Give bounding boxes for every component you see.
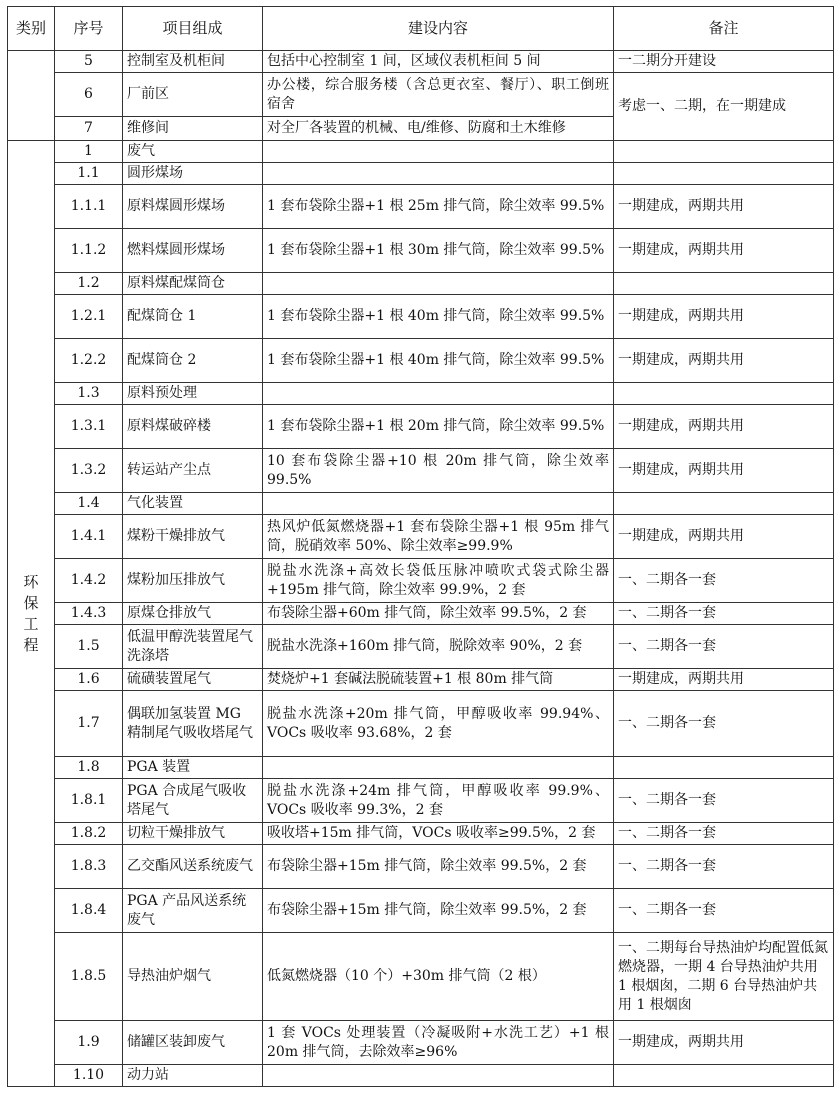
- header-no: 序号: [55, 7, 123, 51]
- table-row: [8, 295, 834, 339]
- row-no: 1.10: [55, 1065, 123, 1087]
- row-no: 1: [55, 141, 123, 163]
- row-content: 1 套布袋除尘器+1 根 30m 排气筒，除尘效率 99.5%: [263, 229, 614, 273]
- row-no: 1.3: [55, 383, 123, 405]
- row-item: 燃料煤圆形煤场: [123, 229, 263, 273]
- row-no: 1.4.1: [55, 515, 123, 559]
- construction-table: [7, 6, 834, 1087]
- row-note: [614, 163, 834, 185]
- row-item: 导热油炉烟气: [123, 933, 263, 1021]
- row-note: 一、二期各一套: [614, 625, 834, 669]
- row-item: 偶联加氢装置 MG 精制尾气吸收塔尾气: [123, 691, 263, 757]
- row-content: 吸收塔+15m 排气筒，VOCs 吸收率≥99.5%，2 套: [263, 823, 614, 845]
- row-content: 焚烧炉+1 套碱法脱硫装置+1 根 80m 排气筒: [263, 669, 614, 691]
- row-item: 动力站: [123, 1065, 263, 1087]
- row-note: 一期建成，两期共用: [614, 229, 834, 273]
- row-item: PGA 合成尾气吸收塔尾气: [123, 779, 263, 823]
- row-content: 1 套布袋除尘器+1 根 25m 排气筒，除尘效率 99.5%: [263, 185, 614, 229]
- row-note: 一、二期各一套: [614, 823, 834, 845]
- row-item: PGA 装置: [123, 757, 263, 779]
- row-no: 7: [55, 117, 123, 141]
- row-content: 1 套布袋除尘器+1 根 40m 排气筒，除尘效率 99.5%: [263, 295, 614, 339]
- row-content: [263, 1065, 614, 1087]
- row-no: 1.2.2: [55, 339, 123, 383]
- row-content: [263, 383, 614, 405]
- row-item: 切粒干燥排放气: [123, 823, 263, 845]
- row-item: 转运站产尘点: [123, 449, 263, 493]
- row-no: 1.3.1: [55, 405, 123, 449]
- row-no: 1.4.2: [55, 559, 123, 603]
- row-note: 一、二期各一套: [614, 779, 834, 823]
- table-row: [8, 603, 834, 625]
- row-note: 一、二期每台导热油炉均配置低氮燃烧器，一期 4 台导热油炉共用 1 根烟囱，二期 6 台导热油炉共用 1 根烟囱: [614, 933, 834, 1021]
- row-note: 一期建成，两期共用: [614, 295, 834, 339]
- table-row: [8, 933, 834, 1021]
- table-row: [8, 845, 834, 889]
- table-row: [8, 669, 834, 691]
- row-item: 原料预处理: [123, 383, 263, 405]
- row-item: 原料煤圆形煤场: [123, 185, 263, 229]
- row-note: [614, 273, 834, 295]
- table-row: [8, 163, 834, 185]
- header-category: 类别: [8, 7, 55, 51]
- table-row: [8, 1065, 834, 1087]
- row-note: 一期建成，两期共用: [614, 515, 834, 559]
- row-note: 一、二期各一套: [614, 559, 834, 603]
- row-note: [614, 1065, 834, 1087]
- row-note: 一期建成，两期共用: [614, 449, 834, 493]
- row-no: 1.8.3: [55, 845, 123, 889]
- table-row: [8, 779, 834, 823]
- row-note: [614, 383, 834, 405]
- table-row: [8, 141, 834, 163]
- row-content: 布袋除尘器+15m 排气筒，除尘效率 99.5%，2 套: [263, 845, 614, 889]
- row-note: 一期建成，两期共用: [614, 405, 834, 449]
- row-item: PGA 产品风送系统废气: [123, 889, 263, 933]
- row-no: 1.9: [55, 1021, 123, 1065]
- table-row: [8, 185, 834, 229]
- table-row: [8, 73, 834, 117]
- table-row: [8, 51, 834, 73]
- row-content: 脱盐水洗涤+24m 排气筒，甲醇吸收率 99.9%、VOCs 吸收率 99.3%，2 套: [263, 779, 614, 823]
- table-row: [8, 823, 834, 845]
- row-no: 1.3.2: [55, 449, 123, 493]
- env-section: [8, 141, 834, 1087]
- row-item: 原料煤破碎楼: [123, 405, 263, 449]
- row-content: 热风炉低氮燃烧器+1 套布袋除尘器+1 根 95m 排气筒，脱硝效率 50%、除尘效率≥99.9%: [263, 515, 614, 559]
- table-row: [8, 449, 834, 493]
- table-row: [8, 889, 834, 933]
- row-content: [263, 493, 614, 515]
- row-note: 一、二期各一套: [614, 603, 834, 625]
- row-content: 布袋除尘器+15m 排气筒，除尘效率 99.5%，2 套: [263, 889, 614, 933]
- header-item: 项目组成: [123, 7, 263, 51]
- row-no: 1.8.4: [55, 889, 123, 933]
- row-item: 硫磺装置尾气: [123, 669, 263, 691]
- row-item: 煤粉干燥排放气: [123, 515, 263, 559]
- row-no: 1.2.1: [55, 295, 123, 339]
- table-row: [8, 493, 834, 515]
- row-note: [614, 493, 834, 515]
- row-no: 1.1.1: [55, 185, 123, 229]
- row-item: 低温甲醇洗装置尾气洗涤塔: [123, 625, 263, 669]
- row-no: 1.4.3: [55, 603, 123, 625]
- row-no: 1.5: [55, 625, 123, 669]
- row-no: 1.6: [55, 669, 123, 691]
- row-content: [263, 141, 614, 163]
- row-item: 储罐区装卸废气: [123, 1021, 263, 1065]
- row-no: 1.8.5: [55, 933, 123, 1021]
- row-note: 一、二期各一套: [614, 845, 834, 889]
- row-note: 考虑一、二期，在一期建成: [614, 73, 834, 141]
- table-row: [8, 383, 834, 405]
- row-no: 5: [55, 51, 123, 73]
- row-item: 维修间: [123, 117, 263, 141]
- row-content: 布袋除尘器+60m 排气筒，除尘效率 99.5%，2 套: [263, 603, 614, 625]
- row-no: 1.8: [55, 757, 123, 779]
- row-no: 1.1: [55, 163, 123, 185]
- table-row: [8, 757, 834, 779]
- row-item: 配煤筒仓 1: [123, 295, 263, 339]
- row-content: 包括中心控制室 1 间，区域仪表机柜间 5 间: [263, 51, 614, 73]
- table-row: [8, 405, 834, 449]
- category-label: 环保工程: [23, 572, 39, 654]
- table-row: [8, 559, 834, 603]
- row-content: 脱盐水洗涤+高效长袋低压脉冲喷吹式袋式除尘器+195m 排气筒，除尘效率 99.9%，2 套: [263, 559, 614, 603]
- table-row: [8, 229, 834, 273]
- row-content: 脱盐水洗涤+20m 排气筒，甲醇吸收率 99.94%、VOCs 吸收率 93.68%，2 套: [263, 691, 614, 757]
- header-note: 备注: [614, 7, 834, 51]
- row-note: 一期建成，两期共用: [614, 339, 834, 383]
- row-no: 1.1.2: [55, 229, 123, 273]
- row-note: 一期建成，两期共用: [614, 669, 834, 691]
- row-item: 乙交酯风送系统废气: [123, 845, 263, 889]
- category-cell-empty: [8, 51, 55, 141]
- row-content: 1 套布袋除尘器+1 根 20m 排气筒，除尘效率 99.5%: [263, 405, 614, 449]
- row-no: 1.2: [55, 273, 123, 295]
- row-content: [263, 273, 614, 295]
- row-item: 原料煤配煤筒仓: [123, 273, 263, 295]
- header-content: 建设内容: [263, 7, 614, 51]
- row-item: 厂前区: [123, 73, 263, 117]
- header-row: [8, 7, 834, 51]
- row-content: 对全厂各装置的机械、电/维修、防腐和土木维修: [263, 117, 614, 141]
- row-note: 一、二期各一套: [614, 889, 834, 933]
- table-row: [8, 691, 834, 757]
- row-no: 1.7: [55, 691, 123, 757]
- row-item: 原煤仓排放气: [123, 603, 263, 625]
- row-no: 6: [55, 73, 123, 117]
- row-content: 1 套 VOCs 处理装置（冷凝吸附+水洗工艺）+1 根 20m 排气筒，去除效率≥96%: [263, 1021, 614, 1065]
- category-cell: [8, 141, 55, 1087]
- row-content: [263, 757, 614, 779]
- table-row: [8, 515, 834, 559]
- row-note: 一二期分开建设: [614, 51, 834, 73]
- row-note: 一期建成，两期共用: [614, 1021, 834, 1065]
- row-content: 办公楼，综合服务楼（含总更衣室、餐厅）、职工倒班宿舍: [263, 73, 614, 117]
- row-note: [614, 141, 834, 163]
- row-content: 1 套布袋除尘器+1 根 40m 排气筒，除尘效率 99.5%: [263, 339, 614, 383]
- row-item: 气化装置: [123, 493, 263, 515]
- table-row: [8, 273, 834, 295]
- row-item: 废气: [123, 141, 263, 163]
- table-row: [8, 625, 834, 669]
- row-no: 1.4: [55, 493, 123, 515]
- row-content: 低氮燃烧器（10 个）+30m 排气筒（2 根）: [263, 933, 614, 1021]
- table-row: [8, 1021, 834, 1065]
- row-content: 脱盐水洗涤+160m 排气筒，脱除效率 90%，2 套: [263, 625, 614, 669]
- row-note: [614, 757, 834, 779]
- row-item: 控制室及机柜间: [123, 51, 263, 73]
- row-no: 1.8.1: [55, 779, 123, 823]
- row-item: 煤粉加压排放气: [123, 559, 263, 603]
- row-no: 1.8.2: [55, 823, 123, 845]
- row-content: 10 套布袋除尘器+10 根 20m 排气筒，除尘效率 99.5%: [263, 449, 614, 493]
- row-note: 一期建成，两期共用: [614, 185, 834, 229]
- table-row: [8, 339, 834, 383]
- row-note: 一、二期各一套: [614, 691, 834, 757]
- row-item: 圆形煤场: [123, 163, 263, 185]
- row-content: [263, 163, 614, 185]
- row-item: 配煤筒仓 2: [123, 339, 263, 383]
